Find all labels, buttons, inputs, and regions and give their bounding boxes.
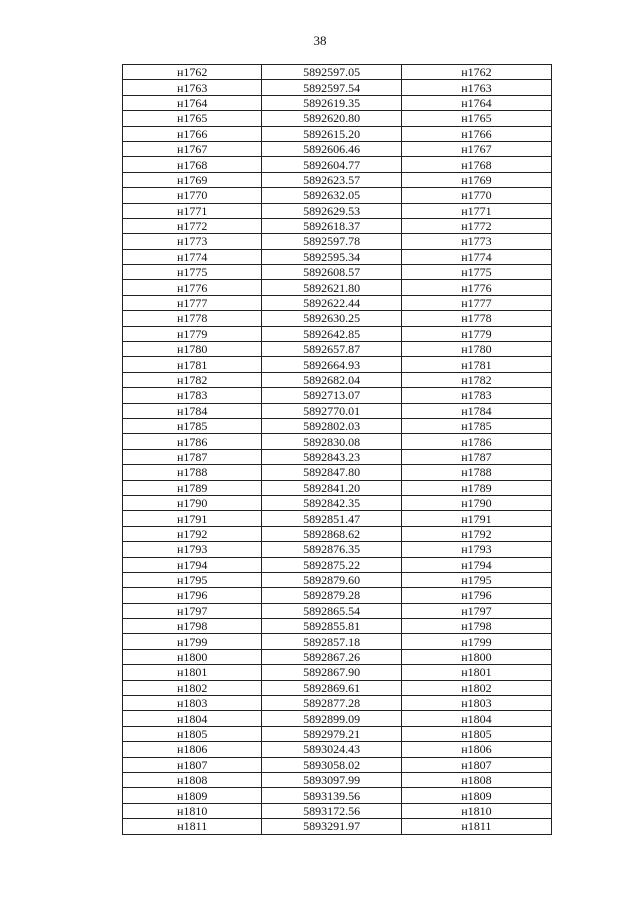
point-id-cell-repeat: н1779 xyxy=(401,326,551,341)
point-id-cell: н1785 xyxy=(123,418,262,433)
point-id-cell-repeat: н1795 xyxy=(401,572,551,587)
table-row xyxy=(123,388,552,403)
table-row xyxy=(123,680,552,695)
coordinate-cell: 5892619.35 xyxy=(262,95,401,110)
point-id-cell-repeat: н1808 xyxy=(401,772,551,787)
point-id-cell-repeat: н1763 xyxy=(401,80,551,95)
point-id-cell: н1778 xyxy=(123,311,262,326)
point-id-cell: н1771 xyxy=(123,203,262,218)
coordinate-cell: 5892632.05 xyxy=(262,188,401,203)
point-id-cell-repeat: н1804 xyxy=(401,711,551,726)
table-row xyxy=(123,526,552,541)
point-id-cell-repeat: н1803 xyxy=(401,696,551,711)
point-id-cell: н1772 xyxy=(123,218,262,233)
point-id-cell-repeat: н1765 xyxy=(401,111,551,126)
table-row xyxy=(123,726,552,741)
point-id-cell: н1777 xyxy=(123,295,262,310)
point-id-cell: н1776 xyxy=(123,280,262,295)
coordinate-cell: 5892620.80 xyxy=(262,111,401,126)
table-row xyxy=(123,757,552,772)
point-id-cell-repeat: н1784 xyxy=(401,403,551,418)
point-id-cell: н1780 xyxy=(123,342,262,357)
point-id-cell-repeat: н1782 xyxy=(401,372,551,387)
point-id-cell-repeat: н1807 xyxy=(401,757,551,772)
point-id-cell-repeat: н1796 xyxy=(401,588,551,603)
table-row xyxy=(123,742,552,757)
coordinate-cell: 5892842.35 xyxy=(262,495,401,510)
point-id-cell: н1774 xyxy=(123,249,262,264)
coordinate-cell: 5893097.99 xyxy=(262,772,401,787)
point-id-cell-repeat: н1788 xyxy=(401,465,551,480)
table-row xyxy=(123,772,552,787)
point-id-cell: н1789 xyxy=(123,480,262,495)
point-id-cell: н1807 xyxy=(123,757,262,772)
coordinate-cell: 5892597.05 xyxy=(262,65,401,80)
coordinate-cell: 5892629.53 xyxy=(262,203,401,218)
point-id-cell-repeat: н1764 xyxy=(401,95,551,110)
point-id-cell-repeat: н1798 xyxy=(401,619,551,634)
point-id-cell-repeat: н1792 xyxy=(401,526,551,541)
coordinate-cell: 5892606.46 xyxy=(262,141,401,156)
point-id-cell: н1763 xyxy=(123,80,262,95)
coordinate-cell: 5892841.20 xyxy=(262,480,401,495)
coordinate-cell: 5892868.62 xyxy=(262,526,401,541)
point-id-cell-repeat: н1776 xyxy=(401,280,551,295)
table-row xyxy=(123,542,552,557)
point-id-cell: н1783 xyxy=(123,388,262,403)
table-body xyxy=(123,65,552,835)
coordinate-cell: 5892618.37 xyxy=(262,218,401,233)
coordinate-cell: 5892682.04 xyxy=(262,372,401,387)
table-row xyxy=(123,803,552,818)
coordinate-cell: 5892879.60 xyxy=(262,572,401,587)
table-row xyxy=(123,403,552,418)
coordinate-cell: 5892857.18 xyxy=(262,634,401,649)
table-row xyxy=(123,342,552,357)
point-id-cell-repeat: н1773 xyxy=(401,234,551,249)
coordinate-cell: 5892770.01 xyxy=(262,403,401,418)
point-id-cell: н1781 xyxy=(123,357,262,372)
coordinate-cell: 5893058.02 xyxy=(262,757,401,772)
point-id-cell-repeat: н1802 xyxy=(401,680,551,695)
point-id-cell: н1775 xyxy=(123,265,262,280)
point-id-cell-repeat: н1762 xyxy=(401,65,551,80)
coordinate-cell: 5892879.28 xyxy=(262,588,401,603)
point-id-cell-repeat: н1767 xyxy=(401,141,551,156)
table-row xyxy=(123,172,552,187)
point-id-cell-repeat: н1778 xyxy=(401,311,551,326)
point-id-cell-repeat: н1793 xyxy=(401,542,551,557)
coordinate-cell: 5893172.56 xyxy=(262,803,401,818)
coordinate-cell: 5893024.43 xyxy=(262,742,401,757)
coordinate-cell: 5892664.93 xyxy=(262,357,401,372)
point-id-cell: н1769 xyxy=(123,172,262,187)
point-id-cell-repeat: н1800 xyxy=(401,649,551,664)
point-id-cell-repeat: н1769 xyxy=(401,172,551,187)
point-id-cell-repeat: н1790 xyxy=(401,495,551,510)
point-id-cell: н1782 xyxy=(123,372,262,387)
point-id-cell: н1799 xyxy=(123,634,262,649)
table-row xyxy=(123,188,552,203)
table-row xyxy=(123,619,552,634)
table-row xyxy=(123,326,552,341)
table-row xyxy=(123,280,552,295)
coordinate-cell: 5892642.85 xyxy=(262,326,401,341)
point-id-cell-repeat: н1780 xyxy=(401,342,551,357)
table-row xyxy=(123,434,552,449)
table-row xyxy=(123,588,552,603)
point-id-cell: н1809 xyxy=(123,788,262,803)
coordinate-cell: 5892869.61 xyxy=(262,680,401,695)
table-row xyxy=(123,649,552,664)
coordinate-cell: 5892802.03 xyxy=(262,418,401,433)
point-id-cell-repeat: н1770 xyxy=(401,188,551,203)
table-row xyxy=(123,788,552,803)
point-id-cell: н1810 xyxy=(123,803,262,818)
table-row xyxy=(123,696,552,711)
table-row xyxy=(123,80,552,95)
table-row xyxy=(123,111,552,126)
table-row xyxy=(123,480,552,495)
coordinate-cell: 5892899.09 xyxy=(262,711,401,726)
point-id-cell: н1768 xyxy=(123,157,262,172)
coordinate-cell: 5892851.47 xyxy=(262,511,401,526)
table-row xyxy=(123,157,552,172)
table-row xyxy=(123,265,552,280)
coordinate-cell: 5892855.81 xyxy=(262,619,401,634)
coordinate-cell: 5892843.23 xyxy=(262,449,401,464)
point-id-cell-repeat: н1772 xyxy=(401,218,551,233)
table-row xyxy=(123,572,552,587)
point-id-cell: н1811 xyxy=(123,819,262,834)
point-id-cell: н1788 xyxy=(123,465,262,480)
point-id-cell-repeat: н1786 xyxy=(401,434,551,449)
point-id-cell: н1770 xyxy=(123,188,262,203)
coordinate-cell: 5892622.44 xyxy=(262,295,401,310)
point-id-cell-repeat: н1806 xyxy=(401,742,551,757)
point-id-cell: н1803 xyxy=(123,696,262,711)
point-id-cell: н1762 xyxy=(123,65,262,80)
point-id-cell: н1802 xyxy=(123,680,262,695)
point-id-cell: н1790 xyxy=(123,495,262,510)
table-row xyxy=(123,203,552,218)
point-id-cell: н1765 xyxy=(123,111,262,126)
point-id-cell: н1796 xyxy=(123,588,262,603)
point-id-cell-repeat: н1799 xyxy=(401,634,551,649)
coordinate-cell: 5892847.80 xyxy=(262,465,401,480)
table-row xyxy=(123,311,552,326)
point-id-cell-repeat: н1785 xyxy=(401,418,551,433)
table-row xyxy=(123,372,552,387)
point-id-cell-repeat: н1781 xyxy=(401,357,551,372)
point-id-cell: н1766 xyxy=(123,126,262,141)
coordinate-cell: 5892623.57 xyxy=(262,172,401,187)
point-id-cell-repeat: н1810 xyxy=(401,803,551,818)
table-row xyxy=(123,634,552,649)
point-id-cell: н1794 xyxy=(123,557,262,572)
point-id-cell: н1808 xyxy=(123,772,262,787)
point-id-cell-repeat: н1787 xyxy=(401,449,551,464)
coordinate-cell: 5892979.21 xyxy=(262,726,401,741)
point-id-cell-repeat: н1777 xyxy=(401,295,551,310)
point-id-cell: н1798 xyxy=(123,619,262,634)
coordinate-cell: 5892630.25 xyxy=(262,311,401,326)
coordinate-cell: 5892621.80 xyxy=(262,280,401,295)
point-id-cell: н1764 xyxy=(123,95,262,110)
coordinate-cell: 5892830.08 xyxy=(262,434,401,449)
point-id-cell-repeat: н1801 xyxy=(401,665,551,680)
point-id-cell: н1792 xyxy=(123,526,262,541)
coordinate-cell: 5892597.78 xyxy=(262,234,401,249)
table-row xyxy=(123,557,552,572)
page-number: 38 xyxy=(313,33,327,48)
table-row xyxy=(123,141,552,156)
coordinate-cell: 5893291.97 xyxy=(262,819,401,834)
point-id-cell: н1804 xyxy=(123,711,262,726)
point-id-cell-repeat: н1774 xyxy=(401,249,551,264)
point-id-cell: н1805 xyxy=(123,726,262,741)
table-row xyxy=(123,603,552,618)
point-id-cell-repeat: н1783 xyxy=(401,388,551,403)
table-row xyxy=(123,357,552,372)
point-id-cell: н1800 xyxy=(123,649,262,664)
point-id-cell: н1797 xyxy=(123,603,262,618)
table-row xyxy=(123,665,552,680)
point-id-cell: н1795 xyxy=(123,572,262,587)
point-id-cell-repeat: н1791 xyxy=(401,511,551,526)
coordinate-cell: 5892867.26 xyxy=(262,649,401,664)
point-id-cell-repeat: н1809 xyxy=(401,788,551,803)
coordinate-cell: 5892657.87 xyxy=(262,342,401,357)
table-row xyxy=(123,95,552,110)
point-id-cell-repeat: н1766 xyxy=(401,126,551,141)
point-id-cell-repeat: н1789 xyxy=(401,480,551,495)
coordinate-cell: 5892615.20 xyxy=(262,126,401,141)
point-id-cell: н1793 xyxy=(123,542,262,557)
point-id-cell: н1773 xyxy=(123,234,262,249)
table-row xyxy=(123,126,552,141)
table-row xyxy=(123,234,552,249)
point-id-cell-repeat: н1771 xyxy=(401,203,551,218)
point-id-cell-repeat: н1797 xyxy=(401,603,551,618)
table-row xyxy=(123,295,552,310)
table-row xyxy=(123,819,552,834)
coordinate-cell: 5892597.54 xyxy=(262,80,401,95)
table-row xyxy=(123,511,552,526)
coordinate-cell: 5892877.28 xyxy=(262,696,401,711)
table-row xyxy=(123,495,552,510)
table-row xyxy=(123,249,552,264)
point-id-cell: н1801 xyxy=(123,665,262,680)
coordinate-cell: 5892604.77 xyxy=(262,157,401,172)
coordinate-cell: 5892608.57 xyxy=(262,265,401,280)
coordinate-cell: 5892595.34 xyxy=(262,249,401,264)
table-row xyxy=(123,465,552,480)
coordinate-cell: 5892865.54 xyxy=(262,603,401,618)
table-row xyxy=(123,218,552,233)
point-id-cell-repeat: н1775 xyxy=(401,265,551,280)
point-id-cell-repeat: н1805 xyxy=(401,726,551,741)
table-row xyxy=(123,711,552,726)
point-id-cell: н1786 xyxy=(123,434,262,449)
coordinates-table xyxy=(122,64,552,835)
point-id-cell: н1784 xyxy=(123,403,262,418)
table-row xyxy=(123,449,552,464)
point-id-cell-repeat: н1811 xyxy=(401,819,551,834)
coordinate-cell: 5893139.56 xyxy=(262,788,401,803)
coordinate-cell: 5892867.90 xyxy=(262,665,401,680)
point-id-cell: н1767 xyxy=(123,141,262,156)
point-id-cell: н1791 xyxy=(123,511,262,526)
point-id-cell-repeat: н1794 xyxy=(401,557,551,572)
point-id-cell: н1787 xyxy=(123,449,262,464)
table-row xyxy=(123,65,552,80)
point-id-cell: н1779 xyxy=(123,326,262,341)
coordinate-cell: 5892875.22 xyxy=(262,557,401,572)
point-id-cell: н1806 xyxy=(123,742,262,757)
table-row xyxy=(123,418,552,433)
point-id-cell-repeat: н1768 xyxy=(401,157,551,172)
coordinate-cell: 5892876.35 xyxy=(262,542,401,557)
coordinate-cell: 5892713.07 xyxy=(262,388,401,403)
